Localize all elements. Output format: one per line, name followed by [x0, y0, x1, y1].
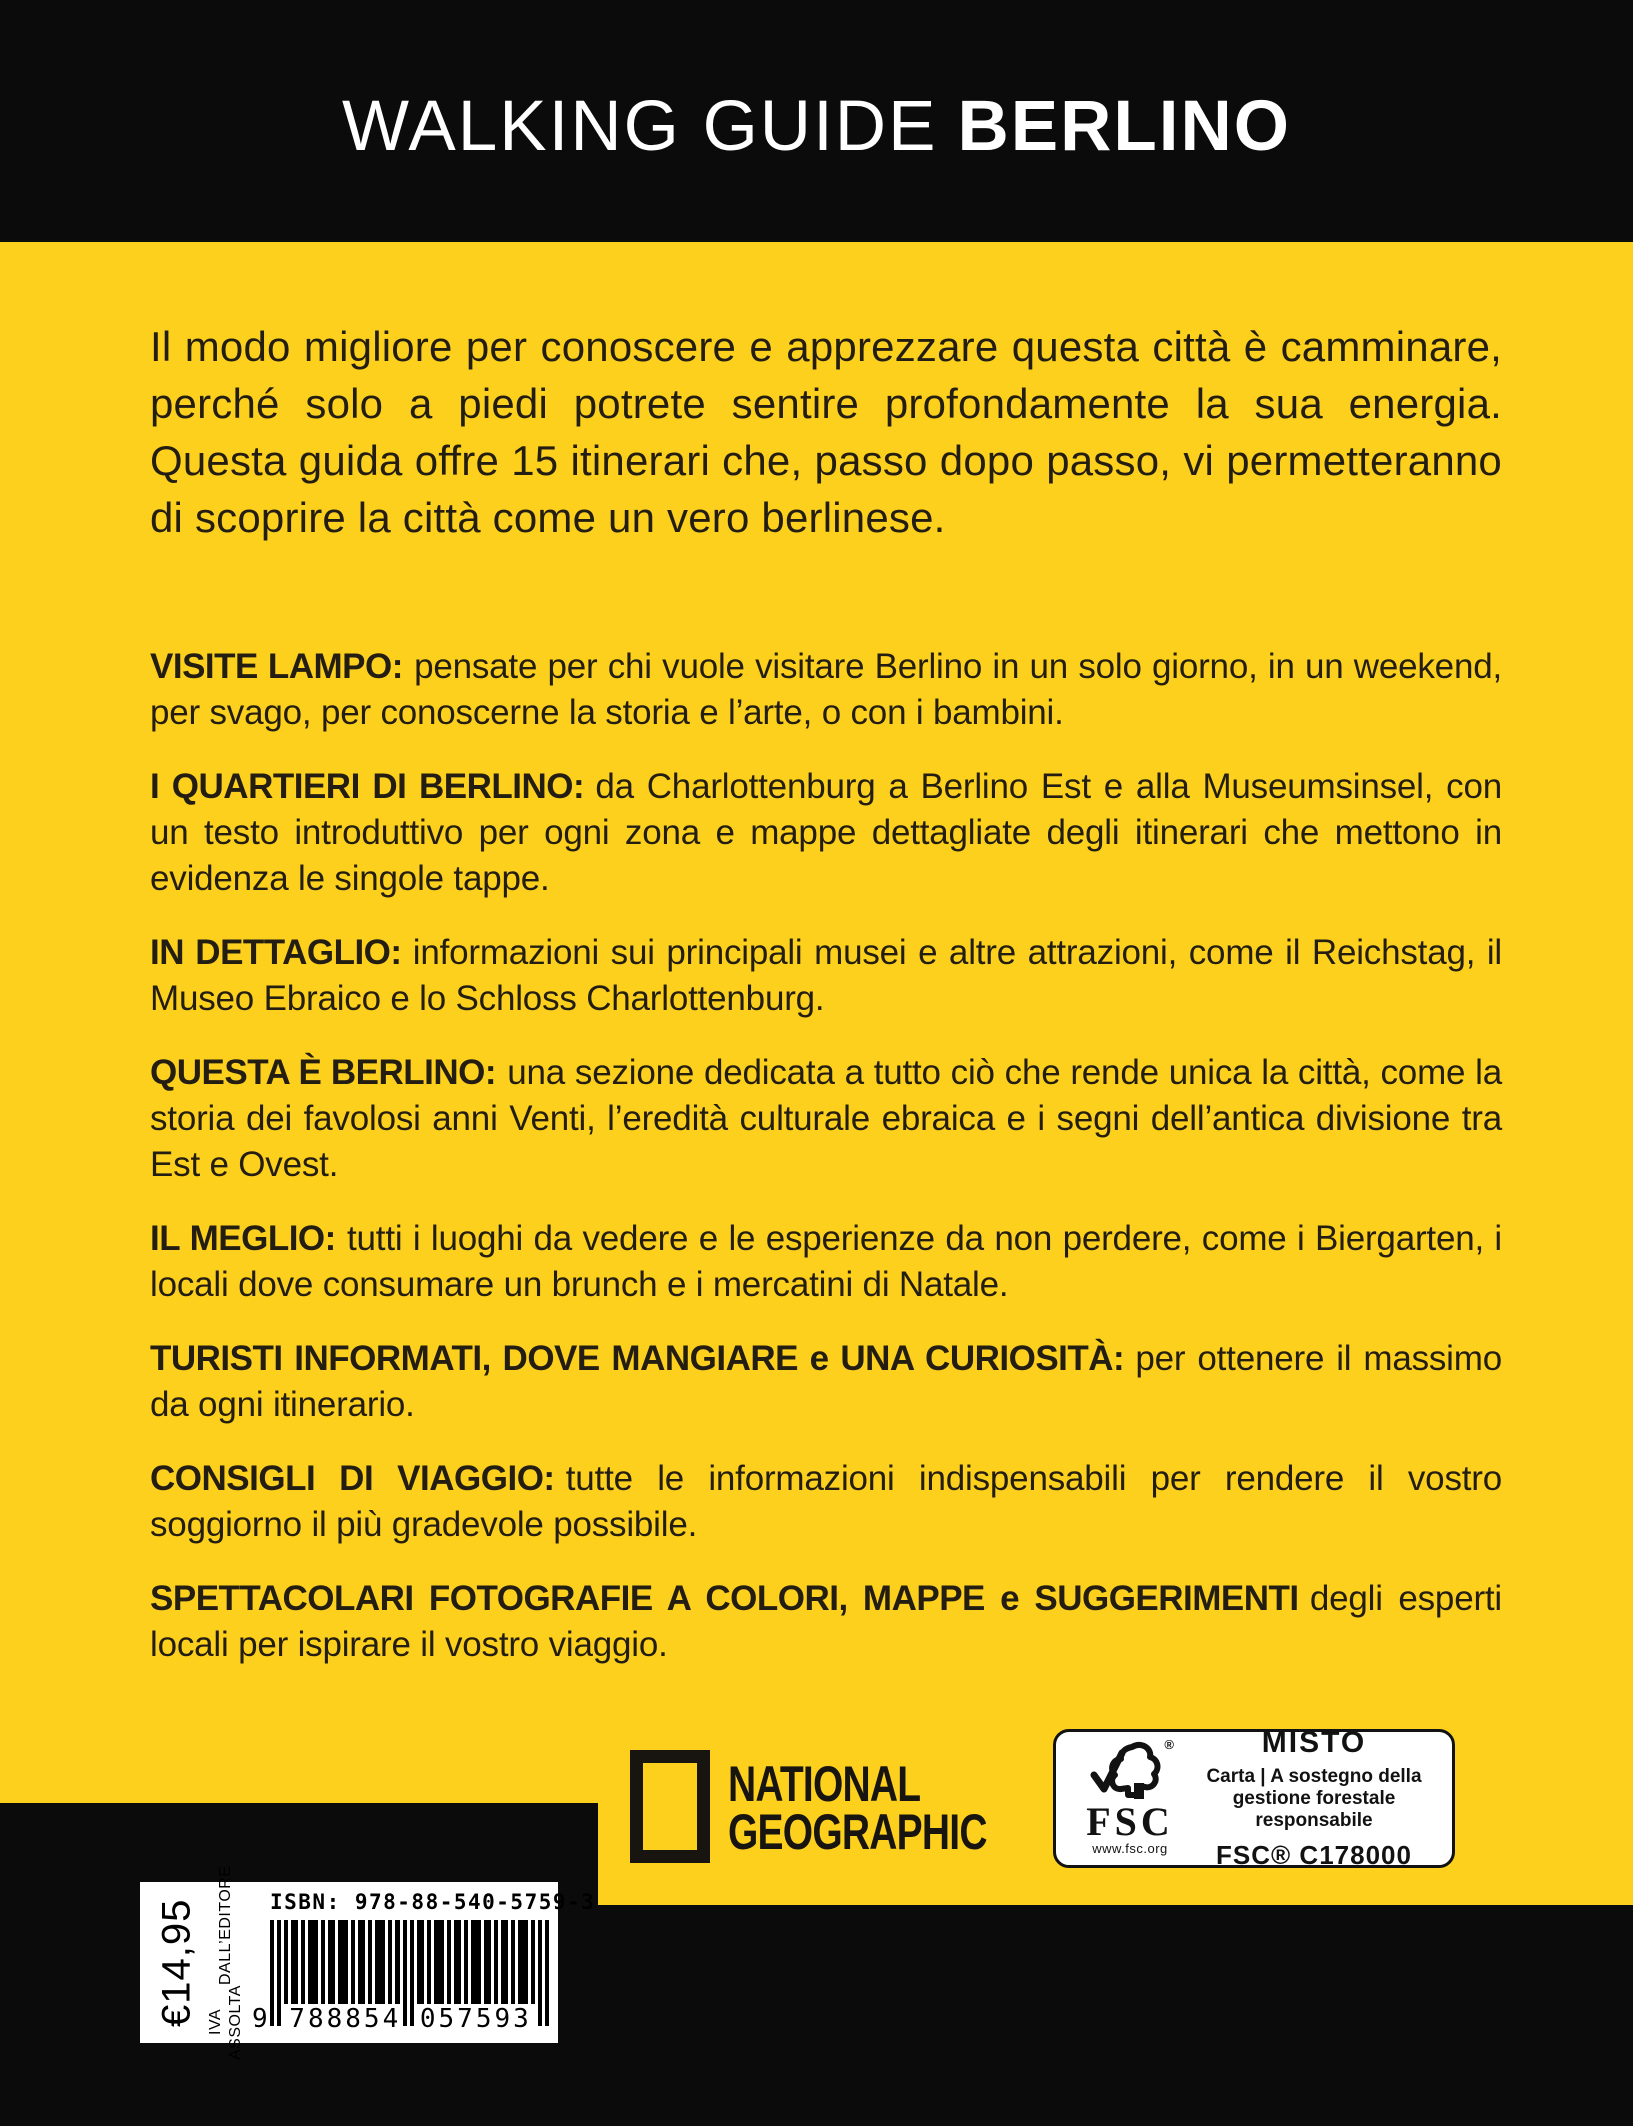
section-label: QUESTA È BERLINO: — [150, 1053, 497, 1092]
header-band — [0, 0, 1633, 242]
fsc-label — [1053, 1726, 1455, 1870]
fsc-licence-code: FSC® C178000 — [1216, 1840, 1412, 1870]
price: €14,95 — [154, 1898, 199, 2027]
section-fotografie-mappe — [150, 1576, 1502, 1668]
section-label: IL MEGLIO: — [150, 1219, 336, 1258]
description-panel — [0, 242, 1633, 1905]
description-content — [150, 318, 1502, 1696]
fsc-description-line2: gestione forestale responsabile — [1232, 1788, 1396, 1831]
fsc-text-column — [1188, 1726, 1440, 1871]
ean-digits: 9 788854 057593 — [252, 2004, 532, 2034]
section-label: VISITE LAMPO: — [150, 647, 403, 686]
section-label: TURISTI INFORMATI, DOVE MANGIARE e UNA CURIOSITÀ: — [150, 1339, 1125, 1378]
fsc-description — [1188, 1766, 1440, 1832]
vat-line1: IVA ASSOLTA — [207, 1984, 244, 2060]
section-quartieri-di-berlino — [150, 764, 1502, 902]
barcode-block — [140, 1865, 596, 2060]
title-series: WALKING GUIDE — [342, 86, 938, 166]
fsc-acronym: FSC — [1086, 1799, 1174, 1844]
section-text: degli esperti locali per ispirare il vostro viaggio. — [150, 1579, 1503, 1664]
section-label: SPETTACOLARI FOTOGRAFIE A COLORI, MAPPE e SUGGERIMENTI — [150, 1579, 1299, 1618]
section-questa-e-berlino — [150, 1050, 1502, 1188]
section-text: una sezione dedicata a tutto ciò che rende unica la città, come la storia dei favolosi anni Venti, l’eredità culturale ebraica e i segni dell’antica divisione tra Est e Ovest. — [150, 1053, 1502, 1184]
fsc-registered-mark: ® — [1164, 1737, 1174, 1752]
national-geographic-frame-icon — [630, 1750, 710, 1863]
page-title — [342, 76, 1291, 167]
vat-line2: DALL’EDITORE — [217, 1865, 234, 1985]
fsc-logo-column — [1072, 1737, 1188, 1856]
section-text: tutte le informazioni indispensabili per rendere il vostro soggiorno il più gradevole possibile. — [150, 1459, 1502, 1544]
vat-notice — [202, 1865, 250, 2060]
section-text: per ottenere il massimo da ogni itinerario. — [150, 1339, 1502, 1424]
fsc-description-line1: Carta | A sostegno della — [1206, 1766, 1422, 1787]
fsc-url: www.fsc.org — [1092, 1841, 1168, 1856]
title-city: BERLINO — [957, 86, 1291, 166]
publisher-name-line2: GEOGRAPHIC — [728, 1804, 987, 1860]
section-label: IN DETTAGLIO: — [150, 933, 402, 972]
national-geographic-wordmark — [728, 1756, 987, 1860]
fsc-type: MISTO — [1261, 1726, 1367, 1759]
section-text: informazioni sui principali musei e altre attrazioni, come il Reichstag, il Museo Ebraico e lo Schloss Charlottenburg. — [150, 933, 1503, 1018]
section-visite-lampo — [150, 644, 1502, 736]
section-text: pensate per chi vuole visitare Berlino in un solo giorno, in un weekend, per svago, per conoscerne la storia e l’arte, o con i bambini. — [150, 647, 1503, 732]
section-text: tutti i luoghi da vedere e le esperienze da non perdere, come i Biergarten, i locali dove consumare un brunch e i mercatini di Natale. — [150, 1219, 1503, 1304]
section-text: da Charlottenburg a Berlino Est e alla Museumsinsel, con un testo introduttivo per ogni zona e mappe dettagliate degli itinerari che mettono in evidenza le singole tappe. — [150, 767, 1502, 898]
fsc-tree-icon — [1088, 1737, 1174, 1803]
section-in-dettaglio — [150, 930, 1502, 1022]
section-label: I QUARTIERI DI BERLINO: — [150, 767, 585, 806]
section-consigli-di-viaggio — [150, 1456, 1502, 1548]
isbn-text: ISBN: 978-88-540-5759-3 — [270, 1890, 596, 1914]
intro-paragraph: Il modo migliore per conoscere e apprezzare questa città è camminare, perché solo a piedi potrete sentire profondamente la sua energia. Questa guida offre 15 itinerari che, passo dopo passo, vi permetteranno di scoprire la città come un vero berlinese. — [150, 323, 1502, 541]
publisher-name-line1: NATIONAL — [728, 1756, 921, 1812]
section-turisti-informati — [150, 1336, 1502, 1428]
section-il-meglio — [150, 1216, 1502, 1308]
section-label: CONSIGLI DI VIAGGIO: — [150, 1459, 555, 1498]
